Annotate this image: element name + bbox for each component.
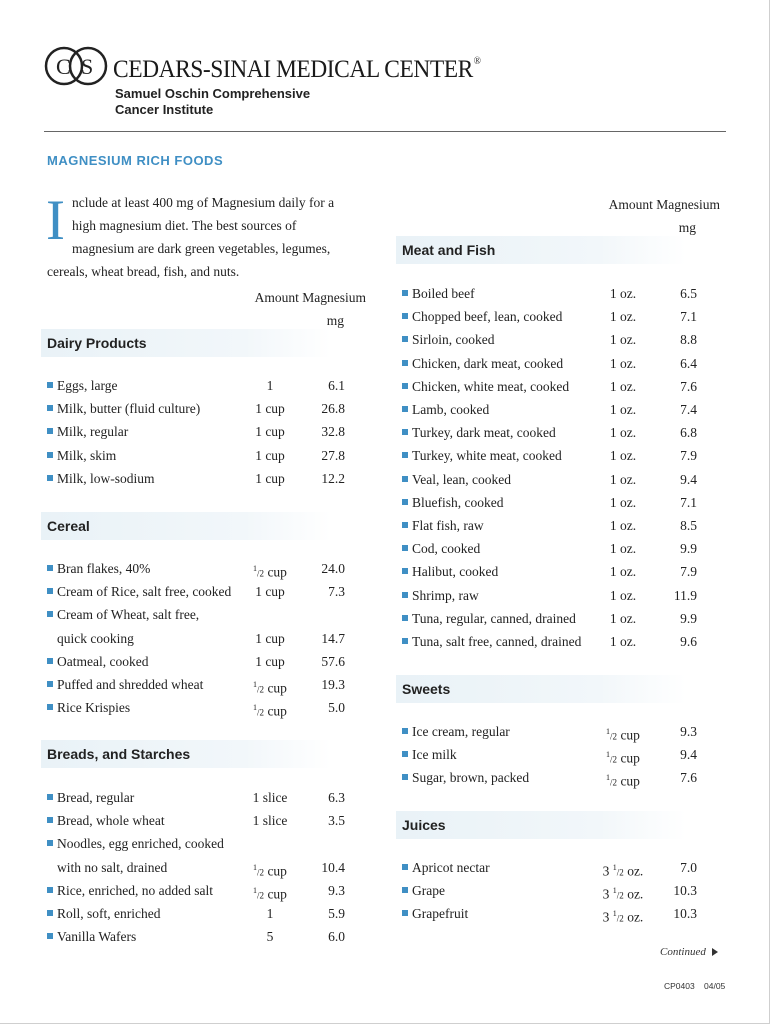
- food-name: Roll, soft, enriched: [57, 906, 161, 921]
- food-magnesium-mg: 7.1: [680, 494, 697, 510]
- food-magnesium-mg: 10.3: [673, 883, 697, 899]
- food-amount: 1 cup: [255, 653, 285, 669]
- food-row: [47, 580, 345, 603]
- food-magnesium-mg: 12.2: [321, 470, 345, 486]
- bullet-square-icon: [47, 704, 53, 710]
- bullet-square-icon: [47, 817, 53, 823]
- intro-line-4: cereals, wheat bread, fish, and nuts.: [47, 264, 240, 279]
- food-amount: $^1$/2 cup: [253, 703, 287, 719]
- food-amount: 3 $^1$/2 oz.: [602, 886, 644, 902]
- food-name: Veal, lean, cooked: [412, 471, 511, 487]
- bullet-square-icon: [47, 887, 53, 893]
- food-amount: 1 cup: [255, 424, 285, 440]
- food-name: Tuna, regular, canned, drained: [412, 610, 576, 626]
- food-row: [47, 557, 345, 580]
- food-magnesium-mg: 32.8: [321, 424, 345, 440]
- food-row: [47, 603, 345, 626]
- food-amount: $^1$/2 cup: [606, 750, 640, 766]
- bullet-square-icon: [402, 864, 408, 870]
- food-magnesium-mg: 6.4: [680, 355, 697, 371]
- food-row: [402, 902, 697, 925]
- food-row: [402, 607, 697, 630]
- food-amount: 1 cup: [255, 401, 285, 417]
- food-amount: 1: [266, 378, 274, 393]
- food-name: Milk, regular: [57, 424, 129, 440]
- food-row: [47, 902, 345, 925]
- food-amount: 1 cup: [255, 470, 285, 486]
- intro-line-1: nclude at least 400 mg of Magnesium daily for a: [72, 195, 335, 210]
- food-row: [47, 673, 345, 696]
- food-magnesium-mg: 6.3: [328, 790, 345, 805]
- food-amount: 1 slice: [252, 813, 288, 829]
- food-amount: $^1$/2 cup: [253, 862, 287, 879]
- food-row: [402, 856, 697, 879]
- food-name: Turkey, white meat, cooked: [412, 448, 562, 464]
- food-row: [47, 925, 345, 948]
- intro-line-3: magnesium are dark green vegetables, legumes,: [72, 241, 331, 256]
- food-magnesium-mg: 10.4: [321, 859, 345, 875]
- bullet-square-icon: [402, 406, 408, 412]
- food-name: Milk, low-sodium: [57, 470, 155, 486]
- section-header-dairy-products: [41, 329, 331, 357]
- bullet-square-icon: [402, 313, 408, 319]
- food-name: Apricot nectar: [412, 860, 490, 875]
- bullet-square-icon: [402, 615, 408, 621]
- food-amount: 1 oz.: [609, 587, 637, 603]
- food-name: Bread, whole wheat: [57, 813, 165, 829]
- food-row: [47, 832, 345, 855]
- food-row: [402, 375, 697, 398]
- bullet-square-icon: [47, 588, 53, 594]
- bullet-square-icon: [47, 681, 53, 687]
- food-magnesium-mg: 5.9: [328, 906, 345, 921]
- form-date: 04/05: [704, 981, 726, 991]
- food-magnesium-mg: 57.6: [321, 653, 345, 669]
- form-code: CP0403: [664, 981, 695, 991]
- bullet-square-icon: [47, 405, 53, 411]
- bullet-square-icon: [402, 360, 408, 366]
- bullet-square-icon: [402, 499, 408, 505]
- food-row: [47, 696, 345, 719]
- food-amount: 5: [266, 929, 274, 945]
- svg-text:S: S: [81, 54, 94, 79]
- food-amount: $^1$/2 cup: [253, 885, 287, 902]
- food-magnesium-mg: 7.1: [680, 309, 697, 325]
- bullet-square-icon: [402, 638, 408, 644]
- food-magnesium-mg: 3.5: [328, 813, 345, 829]
- food-amount: 1 oz.: [609, 541, 637, 557]
- intro-dropcap: I: [46, 189, 65, 252]
- bullet-square-icon: [402, 522, 408, 528]
- food-magnesium-mg: 7.9: [680, 448, 697, 464]
- food-row: [47, 444, 345, 467]
- food-amount: $^1$/2 cup: [253, 564, 287, 580]
- food-row: [47, 809, 345, 832]
- food-row: [402, 352, 697, 375]
- section-title: Cereal: [47, 518, 90, 534]
- food-amount: 1 cup: [255, 584, 285, 600]
- bullet-square-icon: [47, 475, 53, 481]
- food-row: [402, 879, 697, 902]
- institute-name-line2: Cancer Institute: [115, 102, 214, 117]
- food-name: Grape: [412, 883, 445, 899]
- food-name: Milk, skim: [57, 447, 117, 463]
- food-magnesium-mg: 11.9: [673, 587, 697, 603]
- page-title: MAGNESIUM RICH FOODS: [47, 153, 224, 168]
- food-name: Halibut, cooked: [412, 564, 499, 580]
- right-column-header-line1: Amount Magnesium: [608, 197, 720, 212]
- food-name: Puffed and shredded wheat: [57, 677, 204, 692]
- food-magnesium-mg: 19.3: [321, 677, 345, 692]
- food-magnesium-mg: 6.5: [680, 286, 697, 301]
- section-title: Juices: [402, 817, 446, 833]
- food-row: [47, 786, 345, 809]
- food-name: Tuna, salt free, canned, drained: [412, 634, 582, 649]
- food-name: Boiled beef: [412, 286, 475, 301]
- left-column-header: [230, 286, 366, 332]
- food-name: with no salt, drained: [57, 859, 168, 875]
- bullet-square-icon: [402, 290, 408, 296]
- section-title: Breads, and Starches: [47, 746, 191, 762]
- food-name: Rice Krispies: [57, 700, 131, 716]
- food-name: Cod, cooked: [412, 541, 481, 557]
- intro-line-2: high magnesium diet. The best sources of: [72, 218, 297, 233]
- bullet-square-icon: [402, 383, 408, 389]
- section-title: Sweets: [402, 681, 451, 697]
- org-name: CEDARS-SINAI MEDICAL CENTER®: [113, 56, 481, 83]
- food-amount: 1 oz.: [609, 332, 637, 348]
- food-name: Cream of Wheat, salt free,: [57, 607, 200, 623]
- continued-indicator: Continued: [660, 946, 718, 958]
- food-row: [402, 743, 697, 766]
- food-name: quick cooking: [57, 630, 134, 646]
- food-amount: 1 oz.: [609, 402, 637, 417]
- svg-text:C: C: [56, 54, 71, 79]
- header-divider: [44, 131, 726, 132]
- food-row: [402, 282, 697, 305]
- food-row: [47, 627, 345, 650]
- food-name: Bread, regular: [57, 790, 135, 805]
- food-row: [402, 630, 697, 653]
- food-magnesium-mg: 6.0: [328, 929, 345, 945]
- food-amount: 1 oz.: [609, 471, 637, 487]
- food-magnesium-mg: 7.3: [328, 584, 345, 600]
- food-magnesium-mg: 9.3: [680, 724, 697, 739]
- food-amount: 3 $^1$/2 oz.: [602, 863, 644, 879]
- bullet-square-icon: [402, 336, 408, 342]
- food-row: [402, 584, 697, 607]
- food-magnesium-mg: 7.6: [680, 378, 697, 394]
- food-magnesium-mg: 14.7: [321, 630, 345, 646]
- bullet-square-icon: [402, 545, 408, 551]
- food-name: Eggs, large: [57, 378, 118, 393]
- food-amount: 1 oz.: [609, 494, 637, 510]
- bullet-square-icon: [47, 611, 53, 617]
- bullet-square-icon: [47, 428, 53, 434]
- bullet-square-icon: [47, 910, 53, 916]
- food-row: [402, 537, 697, 560]
- food-row: [47, 397, 345, 420]
- food-row: [47, 650, 345, 673]
- left-column-header-line1: Amount Magnesium: [254, 290, 366, 305]
- food-magnesium-mg: 6.8: [680, 425, 697, 441]
- section-header-juices: [396, 811, 686, 839]
- food-row: [47, 856, 345, 879]
- food-name: Bluefish, cooked: [412, 494, 504, 510]
- food-amount: $^1$/2 cup: [606, 773, 640, 789]
- cedars-sinai-logo-icon: [44, 46, 108, 86]
- food-magnesium-mg: 9.6: [680, 634, 697, 649]
- food-amount: 1 oz.: [609, 448, 637, 464]
- bullet-square-icon: [402, 910, 408, 916]
- food-name: Shrimp, raw: [412, 587, 479, 603]
- section-header-cereal: [41, 512, 331, 540]
- food-amount: 1 cup: [255, 630, 285, 646]
- food-magnesium-mg: 9.9: [680, 610, 697, 626]
- food-amount: 1 cup: [255, 447, 285, 463]
- food-name: Sirloin, cooked: [412, 332, 495, 348]
- food-magnesium-mg: 9.4: [680, 471, 697, 487]
- bullet-square-icon: [402, 452, 408, 458]
- bullet-square-icon: [47, 840, 53, 846]
- food-name: Ice cream, regular: [412, 724, 510, 739]
- food-amount: 1 oz.: [609, 564, 637, 580]
- food-magnesium-mg: 9.4: [680, 747, 697, 763]
- food-row: [47, 467, 345, 490]
- food-magnesium-mg: 9.3: [328, 882, 345, 898]
- food-name: Milk, butter (fluid culture): [57, 401, 201, 417]
- food-amount: 1 oz.: [609, 634, 637, 649]
- food-name: Sugar, brown, packed: [412, 770, 530, 786]
- bullet-square-icon: [47, 933, 53, 939]
- food-magnesium-mg: 7.9: [680, 564, 697, 580]
- food-name: Ice milk: [412, 747, 457, 763]
- food-amount: 1 oz.: [609, 425, 637, 441]
- food-row: [402, 491, 697, 514]
- food-row: [402, 514, 697, 537]
- section-header-sweets: [396, 675, 686, 703]
- section-header-breads-and-starches: [41, 740, 331, 768]
- bullet-square-icon: [402, 751, 408, 757]
- section-title: Dairy Products: [47, 335, 147, 351]
- food-amount: $^1$/2 cup: [606, 727, 640, 743]
- food-row: [47, 374, 345, 397]
- food-magnesium-mg: 7.6: [680, 770, 697, 786]
- food-magnesium-mg: 6.1: [328, 378, 345, 393]
- food-row: [402, 421, 697, 444]
- food-name: Vanilla Wafers: [57, 929, 137, 945]
- institute-name: [115, 86, 310, 118]
- food-name: Lamb, cooked: [412, 402, 490, 417]
- food-amount: 3 $^1$/2 oz.: [602, 909, 644, 925]
- food-name: Noodles, egg enriched, cooked: [57, 836, 224, 852]
- bullet-square-icon: [402, 568, 408, 574]
- food-amount: 1 oz.: [609, 378, 637, 394]
- section-header-meat-and-fish: [396, 236, 686, 264]
- right-column-header-line2: mg: [678, 220, 696, 235]
- institute-name-line1: Samuel Oschin Comprehensive: [115, 86, 311, 101]
- food-amount: 1 oz.: [609, 518, 637, 533]
- food-magnesium-mg: 7.4: [680, 402, 697, 417]
- food-magnesium-mg: 26.8: [321, 401, 345, 417]
- food-row: [47, 879, 345, 902]
- bullet-square-icon: [402, 476, 408, 482]
- bullet-square-icon: [47, 382, 53, 388]
- right-column-header: [584, 193, 720, 239]
- food-amount: 1 oz.: [609, 286, 637, 301]
- arrow-right-icon: [712, 948, 718, 956]
- food-amount: 1: [266, 906, 274, 921]
- bullet-square-icon: [402, 774, 408, 780]
- bullet-square-icon: [47, 794, 53, 800]
- left-column-header-line2: mg: [326, 313, 344, 328]
- food-name: Turkey, dark meat, cooked: [412, 425, 556, 441]
- food-amount: 1 oz.: [609, 610, 637, 626]
- food-row: [47, 420, 345, 443]
- food-name: Chicken, dark meat, cooked: [412, 355, 564, 371]
- bullet-square-icon: [402, 728, 408, 734]
- food-name: Chopped beef, lean, cooked: [412, 309, 563, 325]
- section-title: Meat and Fish: [402, 242, 496, 258]
- food-row: [402, 328, 697, 351]
- food-name: Chicken, white meat, cooked: [412, 378, 570, 394]
- food-name: Rice, enriched, no added salt: [57, 882, 213, 898]
- food-name: Grapefruit: [412, 906, 469, 922]
- bullet-square-icon: [47, 452, 53, 458]
- food-row: [402, 305, 697, 328]
- food-magnesium-mg: 7.0: [680, 860, 697, 875]
- food-magnesium-mg: 8.5: [680, 518, 697, 533]
- bullet-square-icon: [402, 887, 408, 893]
- bullet-square-icon: [402, 429, 408, 435]
- food-magnesium-mg: 9.9: [680, 541, 697, 557]
- food-amount: 1 slice: [252, 790, 288, 805]
- food-amount: 1 oz.: [609, 355, 637, 371]
- food-magnesium-mg: 5.0: [328, 700, 345, 716]
- food-magnesium-mg: 24.0: [321, 561, 345, 576]
- food-row: [402, 766, 697, 789]
- food-name: Cream of Rice, salt free, cooked: [57, 584, 232, 600]
- food-name: Oatmeal, cooked: [57, 653, 149, 669]
- food-row: [402, 468, 697, 491]
- food-name: Bran flakes, 40%: [57, 561, 151, 576]
- bullet-square-icon: [47, 658, 53, 664]
- bullet-square-icon: [47, 565, 53, 571]
- food-magnesium-mg: 27.8: [321, 447, 345, 463]
- bullet-square-icon: [402, 592, 408, 598]
- food-row: [402, 560, 697, 583]
- food-name: Flat fish, raw: [412, 518, 484, 533]
- food-row: [402, 720, 697, 743]
- food-row: [402, 398, 697, 421]
- food-magnesium-mg: 8.8: [680, 332, 697, 348]
- food-row: [402, 444, 697, 467]
- food-amount: 1 oz.: [609, 309, 637, 325]
- food-amount: $^1$/2 cup: [253, 680, 287, 696]
- food-magnesium-mg: 10.3: [673, 906, 697, 922]
